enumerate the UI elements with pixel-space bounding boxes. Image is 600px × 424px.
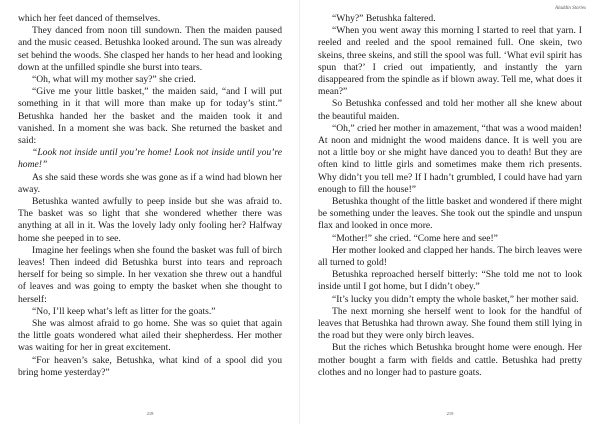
paragraph: “No, I’ll keep what’s left as litter for the goats.”: [32, 305, 216, 317]
paragraph: “Why?” Betushka faltered.: [332, 13, 436, 24]
paragraph: Her mother looked and clapped her hands. The birch leaves were all turned to gold!: [318, 244, 582, 269]
paragraph: “Oh, what will my mother say?” she cried.: [32, 74, 196, 86]
paragraph: The next morning she herself went to look for the handful of leaves that Betushka had thrown away. She found them still lying in the road but they were only birch leaves.: [318, 305, 582, 342]
paragraph: “Give me your little basket,” the maiden said, “and I will put something in it that will more than make up for today’s stint.” Betushka handed her the basket and the maiden took it and vanished. In a moment she was back. She returned the basket and said:: [18, 86, 282, 147]
paragraph: As she said these words she was gone as if a wind had blown her away.: [18, 171, 282, 195]
left-page-text: [18, 13, 282, 379]
running-head: Aladdin Stories: [555, 6, 586, 11]
left-page-number: 218: [146, 411, 154, 416]
right-page: [300, 0, 600, 424]
paragraph: “Oh,” cried her mother in amazement, “that was a wood maiden! At noon and midnight the wood maidens dance. It is well you are not a little boy or she might have danced you to death! But they are often kind to little girls and sometimes make them rich presents. Why didn’t you tell me? If I hadn’t grumbled, I could have had yarn enough to fill the house!”: [318, 122, 582, 195]
paragraph: So Betushka confessed and told her mother all she knew about the beautiful maiden.: [318, 98, 582, 122]
paragraph: “It’s lucky you didn’t empty the whole basket,” her mother said.: [332, 293, 579, 305]
right-page-text: [318, 13, 582, 379]
paragraph: “Look not inside until you’re home! Look not inside until you’re home!”: [18, 147, 282, 171]
paragraph: “For heaven’s sake, Betushka, what kind of a spool did you bring home yesterday?”: [18, 354, 282, 378]
paragraph: Imagine her feelings when she found the basket was full of birch leaves! Then indeed did Betushka burst into tears and reproach herself for being so simple. In her vexation she threw out a handful of leaves and was going to empty the basket when she thought to herself:: [18, 244, 282, 305]
paragraph: She was almost afraid to go home. She was so quiet that again the little goats wondered what ailed their shepherdess. Her mother was waiting for her in great excitement.: [18, 318, 282, 354]
paragraph: Betushka wanted awfully to peep inside but she was afraid to. The basket was so light that she wondered whether there was anything at all in it. Was the lovely lady only fooling her? Halfway home she peeped in to see.: [18, 196, 282, 244]
paragraph: which her feet danced of themselves.: [18, 13, 161, 24]
paragraph: Betushka reproached herself bitterly: “She told me not to look inside until I got home, but I didn’t obey.”: [318, 269, 582, 293]
paragraph: But the riches which Betushka brought home were enough. Her mother bought a farm with fields and cattle. Betushka had pretty clothes and no longer had to pasture goats.: [318, 342, 582, 378]
paragraph: “Mother!” she cried. “Come here and see!”: [332, 232, 498, 244]
paragraph: They danced from noon till sundown. Then the maiden paused and the music ceased. Betushka looked around. The sun was already set behind the woods. She clasped her hands to her head and looking down at the unfilled spindle she burst into tears.: [18, 25, 282, 73]
paragraph: “When you went away this morning I started to reel that yarn. I reeled and reeled and the spool remained full. One skein, two skeins, three skeins, and still the spool was full. ‘What evil spirit has spun that?’ I cried out impatiently, and instantly the yarn disappeared from the spindle as if blown away. Tell me, what does it mean?”: [318, 25, 582, 98]
right-page-number: 219: [446, 411, 454, 416]
paragraph: Betushka thought of the little basket and wondered if there might be something under the leaves. She took out the spindle and unspun flax and looked in once more.: [318, 196, 582, 232]
